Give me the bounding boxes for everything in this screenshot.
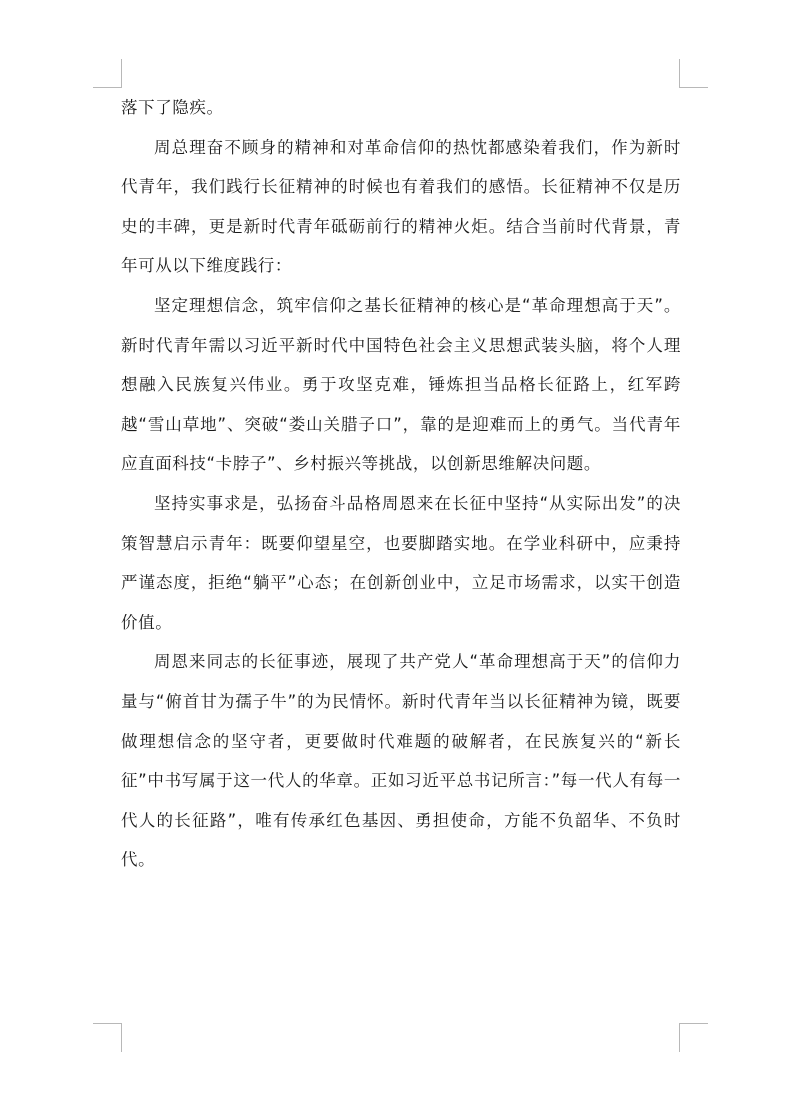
paragraph-conclusion: 周恩来同志的长征事迹，展现了共产党人“革命理想高于天”的信仰力量与“俯首甘为孺子牛”的为民情怀。新时代青年当以长征精神为镜，既要做理想信念的坚守者，更要做时代难题的破解者，在民族复兴的“新长征”中书写属于这一代人的华章。正如习近平总书记所言：”每一代人有每一代人的长征路”，唯有传承红色基因、勇担使命，方能不负韶华、不负时代。 — [121, 652, 681, 870]
crop-mark-bottom-left — [93, 1023, 122, 1052]
paragraph-reflection: 周总理奋不顾身的精神和对革命信仰的热忱都感染着我们，作为新时代青年，我们践行长征精神的时候也有着我们的感悟。长征精神不仅是历史的丰碑，更是新时代青年砥砺前行的精神火炬。结合当前时代背景，青年可从以下维度践行： — [121, 137, 681, 276]
paragraph-continuation: 落下了隐疾。 — [121, 98, 224, 117]
crop-mark-top-right — [679, 59, 708, 88]
crop-mark-bottom-right — [679, 1023, 708, 1052]
crop-mark-top-left — [93, 59, 122, 88]
document-body[interactable] — [121, 88, 681, 880]
paragraph-ideals: 坚定理想信念，筑牢信仰之基长征精神的核心是“革命理想高于天”。新时代青年需以习近平新时代中国特色社会主义思想武装头脑，将个人理想融入民族复兴伟业。勇于攻坚克难，锤炼担当品格长征路上，红军跨越“雪山草地”、突破“娄山关腊子口”，靠的是迎难而上的勇气。当代青年应直面科技“卡脖子”、乡村振兴等挑战，以创新思维解决问题。 — [121, 295, 681, 474]
paragraph-pragmatism: 坚持实事求是，弘扬奋斗品格周恩来在长征中坚持“从实际出发”的决策智慧启示青年：既要仰望星空，也要脚踏实地。在学业科研中，应秉持严谨态度，拒绝“躺平”心态；在创新创业中，立足市场需求，以实干创造价值。 — [121, 493, 681, 632]
